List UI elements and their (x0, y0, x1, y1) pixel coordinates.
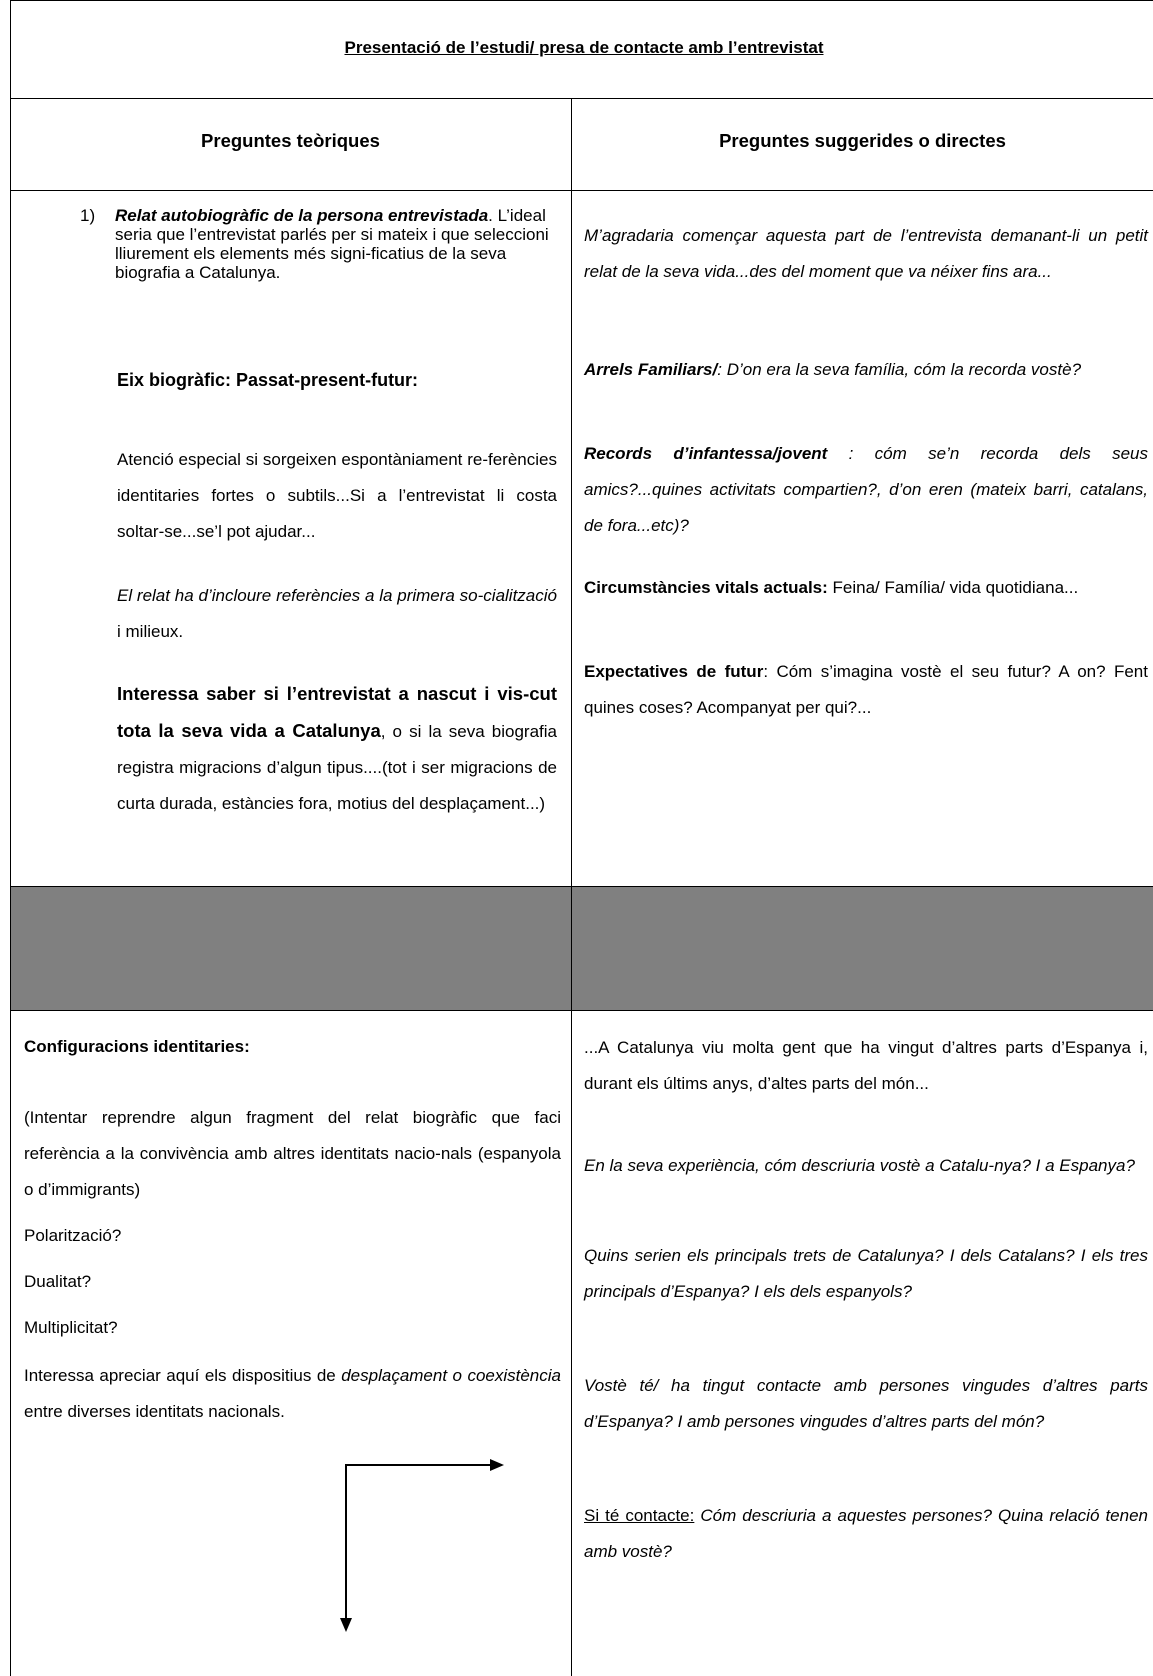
relat-plain: i milieux. (117, 622, 184, 641)
intro-question: M’agradaria començar aquesta part de l’entrevista demanant-li un petit relat de la seva vida...des del moment que va néixer fins ara... (584, 226, 1148, 281)
circumstances-question (584, 570, 1148, 606)
arrow-down-head-icon (340, 1618, 352, 1632)
shaded-cell-right (572, 887, 1153, 1010)
table-border-top (10, 0, 1153, 1)
contact-followup-text: Cóm descriuria a aquestes persones? Quina relació tenen amb vostè? (584, 1506, 1148, 1561)
document-table (10, 0, 1153, 1676)
dispositius-text-b: entre diverses identitats nacionals. (24, 1402, 285, 1421)
interessa-bold: Interessa saber si l’entrevistat a nascut i vis-cut tota la seva vida a Catalunya (117, 683, 557, 741)
eix-heading: Eix biogràfic: Passat-present-futur: (117, 370, 419, 390)
row-divider (10, 98, 1153, 99)
arrels-question (584, 352, 1148, 388)
relat-italic: El relat ha d’incloure referències a la primera so-cialització (117, 586, 557, 605)
autobiography-item (115, 206, 561, 282)
dualitat-text: Dualitat? (24, 1272, 92, 1291)
contact-followup-question (584, 1498, 1148, 1570)
interessa-paragraph (117, 676, 557, 822)
contact-followup-label: Si té contacte: (584, 1506, 695, 1525)
records-label: Records d’infantessa/jovent (584, 444, 828, 463)
shaded-cell-left (11, 887, 571, 1010)
attention-paragraph: Atenció especial si sorgeixen espontàniament re-ferències identitaries fortes o subtils...Si a l’entrevistat li costa soltar-se...se’l pot ajudar... (117, 450, 557, 541)
configuracions-heading: Configuracions identitaries: (24, 1037, 250, 1056)
interessa-plain: , o si la seva biografia registra migracions d’algun tipus....(tot i ser migracions de curta durada, estàncies fora, motius del desplaçament...) (117, 722, 558, 813)
contact-question: Vostè té/ ha tingut contacte amb persones vingudes d’altres parts d’Espanya? I amb persones vingudes d’altres parts del món? (584, 1376, 1148, 1431)
traits-question: Quins serien els principals trets de Catalunya? I dels Catalans? I els tres principals d’Espanya? I els dels espanyols? (584, 1246, 1148, 1301)
arrow-diagram (340, 1455, 510, 1635)
row-divider (10, 190, 1153, 191)
experience-question: En la seva experiència, cóm descriuria vostè a Catalu-nya? I a Espanya? (584, 1156, 1135, 1175)
expectations-question (584, 654, 1148, 726)
arrow-right-head-icon (490, 1459, 504, 1471)
autobiography-heading: Relat autobiogràfic de la persona entrevistada (115, 206, 489, 225)
dispositius-text-a: Interessa apreciar aquí els dispositius de (24, 1366, 342, 1385)
relat-paragraph (117, 578, 557, 650)
circumstances-label: Circumstàncies vitals actuals: (584, 578, 828, 597)
arrels-text: : D’on era la seva família, cóm la recorda vostè? (717, 360, 1082, 379)
header-suggested-questions: Preguntes suggerides o directes (719, 130, 1006, 151)
dispositius-paragraph (24, 1358, 561, 1430)
header-theoretical-questions: Preguntes teòriques (201, 130, 380, 151)
configuracions-paragraph: (Intentar reprendre algun fragment del relat biogràfic que faci referència a la convivència amb altres identitats nacio-nals (espanyola o d’immigrants) (24, 1108, 561, 1199)
document-title: Presentació de l’estudi/ presa de contacte amb l’entrevistat (344, 38, 824, 57)
table-border-left (10, 0, 11, 1676)
records-question (584, 436, 1148, 544)
autobiography-heading-suffix: . (488, 206, 493, 225)
circumstances-text: Feina/ Família/ vida quotidiana... (827, 578, 1079, 597)
arrels-label: Arrels Familiars/ (584, 360, 718, 379)
records-text: : cóm se’n recorda dels seus amics?...quines activitats compartien?, d’on eren (mateix barri, catalans, de fora...etc)? (584, 444, 1148, 535)
expectations-label: Expectatives de futur (584, 662, 764, 681)
polaritzacio-text: Polarització? (24, 1226, 122, 1245)
autobiography-text: L’ideal seria que l’entrevistat parlés per si mateix i que seleccioni lliurement els elements més signi-ficatius de la seva biografia a Catalunya. (115, 206, 549, 282)
multiplicitat-text: Multiplicitat? (24, 1318, 118, 1337)
item-number: 1) (80, 206, 96, 225)
catalunya-intro: ...A Catalunya viu molta gent que ha vingut d’altres parts d’Espanya i, durant els últims anys, d’altes parts del món... (584, 1038, 1148, 1093)
expectations-text: : Cóm s’imagina vostè el seu futur? A on? Fent quines coses? Acompanyat per qui?... (584, 662, 1148, 717)
row-divider (10, 1010, 1153, 1011)
dispositius-italic: desplaçament o coexistència (341, 1366, 561, 1385)
